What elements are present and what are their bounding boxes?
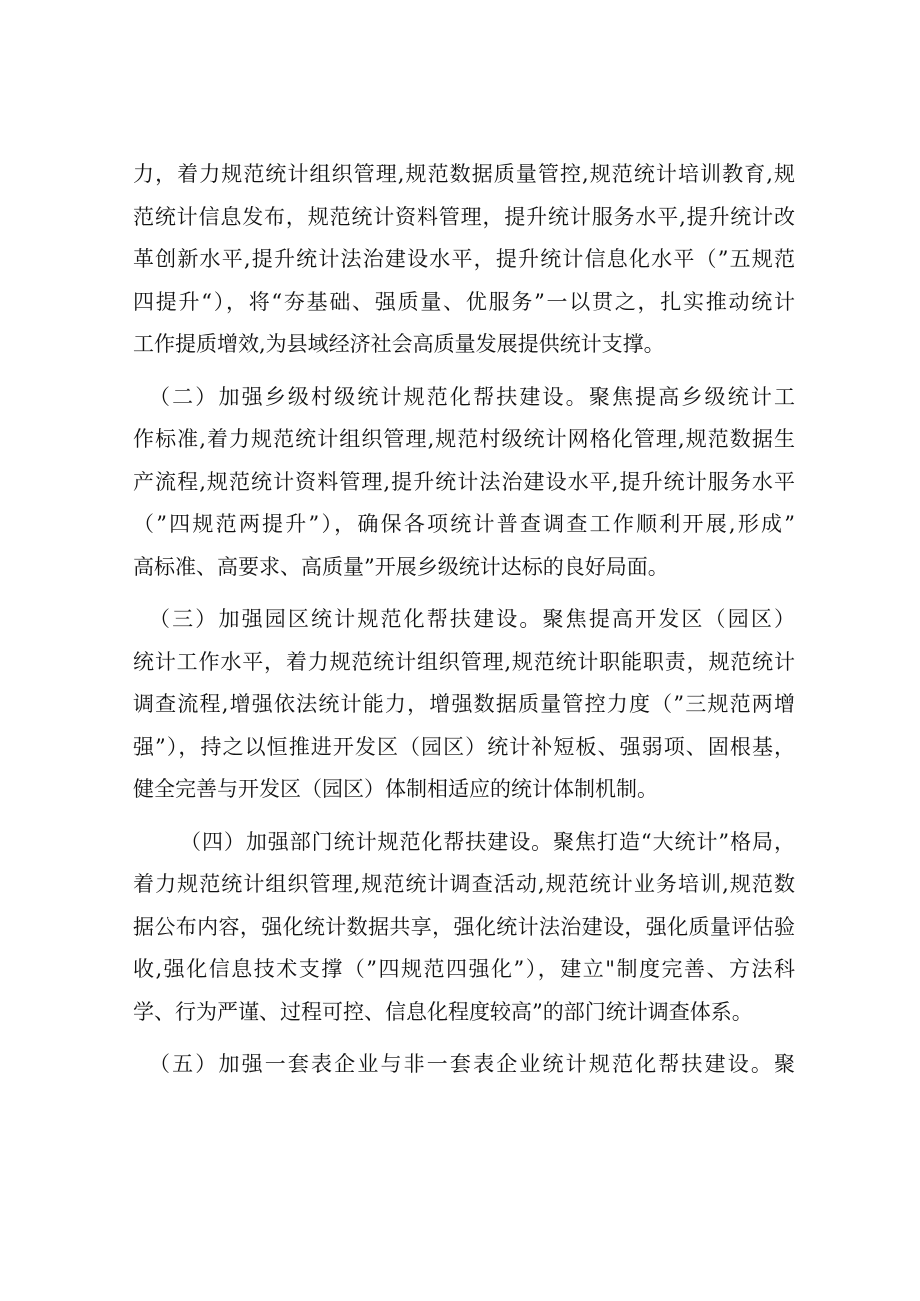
text-line: 着力规范统计组织管理,规范统计调查活动,规范统计业务培训,规范数 — [133, 872, 795, 896]
text-line: 调查流程,增强依法统计能力，增强数据质量管控力度（”三规范两增 — [133, 692, 795, 716]
text-line: 四提升“），将“夯基础、强质量、优服务”一以贯之，扎实推动统计 — [133, 289, 795, 314]
text-line: 收,强化信息技术支撑（”四规范四强化”），建立"制度完善、方法科 — [133, 957, 795, 981]
text-line: 作标准,着力规范统计组织管理,规范村级统计网格化管理,规范数据生 — [133, 427, 795, 451]
text-line: 产流程,规范统计资料管理,提升统计法治建设水平,提升统计服务水平 — [133, 469, 795, 494]
text-line: （”四规范两提升”），确保各项统计普查调查工作顺利开展,形成” — [133, 512, 795, 536]
paragraph-1 — [133, 153, 795, 366]
paragraph-3 — [133, 598, 795, 811]
text-line: 据公布内容，强化统计数据共享，强化统计法治建设，强化质量评估验 — [133, 914, 795, 939]
paragraph-4 — [133, 821, 795, 1034]
text-line: 范统计信息发布，规范统计资料管理，提升统计服务水平,提升统计改 — [133, 204, 795, 229]
text-line: 统计工作水平，着力规范统计组织管理,规范统计职能职责，规范统计 — [133, 649, 795, 674]
text-line: 强”），持之以恒推进开发区（园区）统计补短板、强弱项、固根基， — [133, 734, 795, 759]
paragraph-heading-line: （三）加强园区统计规范化帮扶建设。聚焦提高开发区（园区） — [149, 607, 795, 631]
document-body — [133, 153, 795, 1086]
paragraph-5 — [133, 1043, 795, 1086]
text-line: 学、行为严谨、过程可控、信息化程度较高”的部门统计调查体系。 — [133, 999, 753, 1024]
text-line: 革创新水平,提升统计法治建设水平，提升统计信息化水平（”五规范 — [133, 247, 795, 271]
paragraph-heading-line: （二）加强乡级村级统计规范化帮扶建设。聚焦提高乡级统计工 — [149, 384, 795, 409]
paragraph-2 — [133, 376, 795, 589]
text-line: 工作提质增效,为县域经济社会高质量发展提供统计支撑。 — [133, 332, 665, 356]
text-line: 高标准、高要求、高质量”开展乡级统计达标的良好局面。 — [133, 554, 669, 579]
text-line: 健全完善与开发区（园区）体制相适应的统计体制机制。 — [133, 777, 658, 801]
paragraph-heading-line: （四）加强部门统计规范化帮扶建设。聚焦打造“大统计”格局， — [180, 829, 795, 854]
paragraph-heading-line: （五）加强一套表企业与非一套表企业统计规范化帮扶建设。聚 — [149, 1052, 795, 1076]
text-line: 力，着力规范统计组织管理,规范数据质量管控,规范统计培训教育,规 — [133, 162, 795, 186]
